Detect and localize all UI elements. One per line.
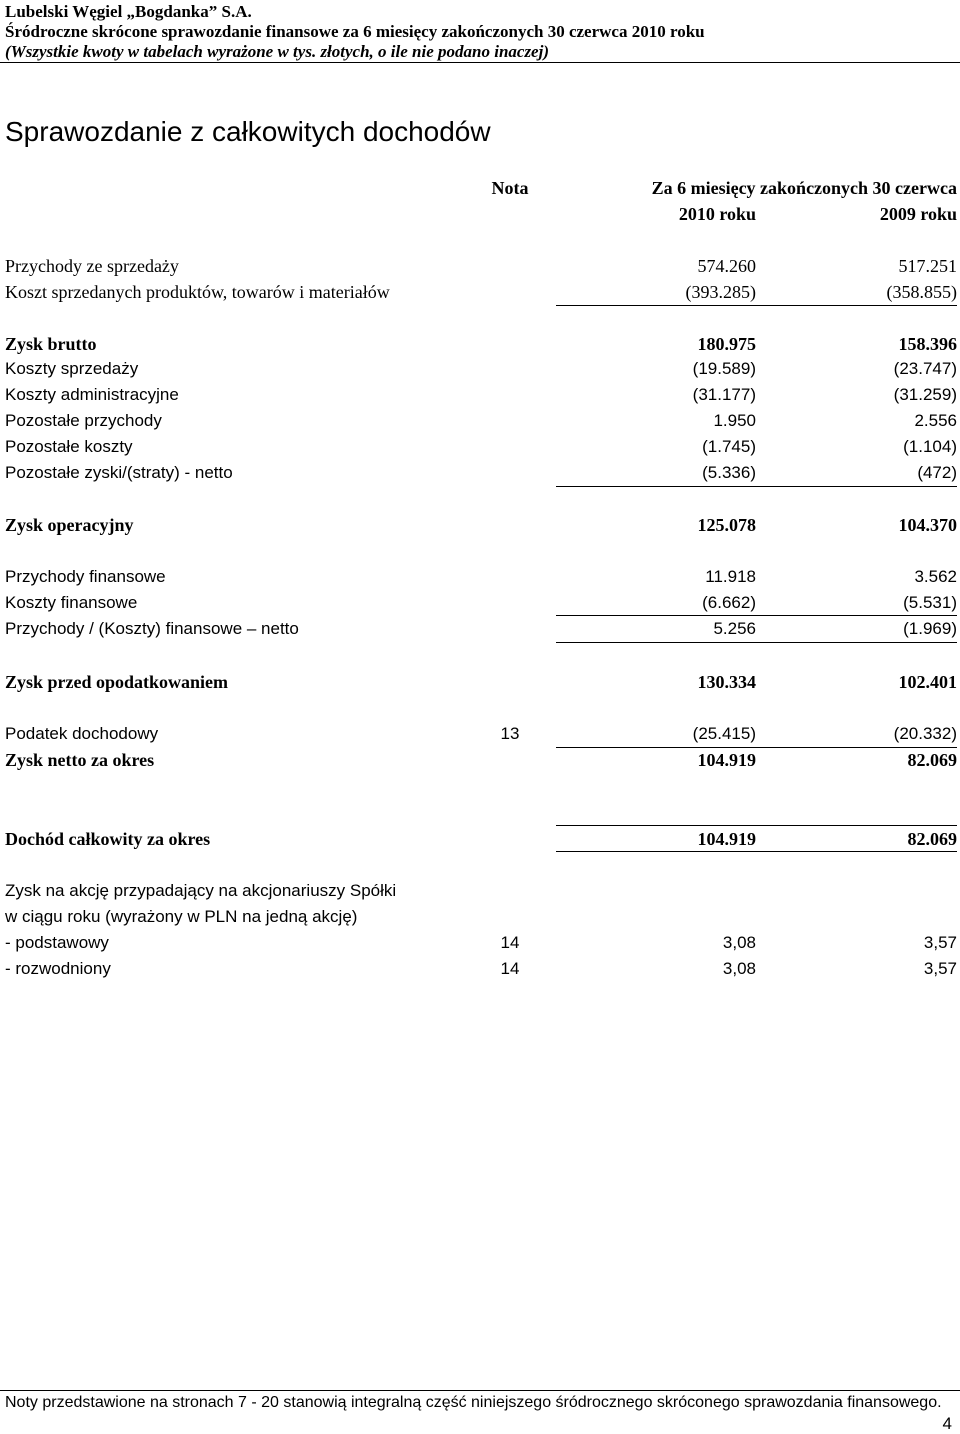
value-2009: 158.396: [898, 334, 957, 354]
footer-note: Noty przedstawione na stronach 7 - 20 stanowią integralną część niniejszego śródrocznego skróconego sprawozdania finansowego.: [5, 1394, 942, 1411]
row-label: Przychody ze sprzedaży: [5, 256, 179, 276]
row-label: Zysk netto za okres: [5, 750, 155, 770]
value-2010: (5.336): [702, 463, 756, 482]
value-2010: 125.078: [697, 515, 756, 535]
value-2009: (23.747): [893, 359, 957, 378]
total-rule: [556, 851, 957, 852]
value-2010: (31.177): [692, 385, 756, 404]
value-2010: (6.662): [702, 593, 756, 612]
table-row: [5, 617, 957, 641]
row-label: Zysk operacyjny: [5, 515, 134, 535]
row-label: Koszty sprzedaży: [5, 359, 139, 378]
table-row: [5, 357, 957, 381]
value-2010: 130.334: [697, 672, 756, 692]
value-2010: 5.256: [713, 619, 756, 638]
value-2010: 104.919: [697, 829, 756, 849]
value-2009: 3.562: [914, 567, 957, 586]
row-label: Podatek dochodowy: [5, 724, 159, 743]
value-2010: (1.745): [702, 437, 756, 456]
row-label: Zysk brutto: [5, 334, 97, 354]
value-2010: 180.975: [697, 334, 756, 354]
value-2009: (472): [917, 463, 957, 482]
row-nota: 14: [500, 933, 520, 952]
row-label: Pozostałe przychody: [5, 411, 162, 430]
table-row: [5, 280, 957, 304]
page-title: Sprawozdanie z całkowitych dochodów: [5, 116, 491, 147]
value-2010: 11.918: [705, 567, 756, 586]
table-row: [5, 905, 957, 929]
row-label: Zysk przed opodatkowaniem: [5, 672, 229, 692]
table-row: [5, 565, 957, 589]
row-label: w ciągu roku (wyrażony w PLN na jedną akcję): [5, 907, 358, 926]
subtotal-rule: [556, 642, 957, 643]
value-2009: (5.531): [903, 593, 957, 612]
row-label: Zysk na akcję przypadający na akcjonariuszy Spółki: [5, 881, 397, 900]
table-row: [5, 957, 957, 981]
column-header-period: Za 6 miesięcy zakończonych 30 czerwca: [651, 178, 957, 198]
row-label: Koszty finansowe: [5, 593, 138, 612]
table-row: [5, 722, 957, 746]
row-label: Przychody finansowe: [5, 567, 166, 586]
value-2009: 102.401: [898, 672, 957, 692]
value-2009: (20.332): [893, 724, 957, 743]
value-2010: 1.950: [713, 411, 756, 430]
table-row: [5, 461, 957, 485]
subtotal-rule: [556, 305, 957, 306]
page-number: 4: [942, 1414, 952, 1433]
value-2010: 104.919: [697, 750, 756, 770]
value-2009: 3,57: [923, 959, 957, 978]
value-2009: (1.969): [903, 619, 957, 638]
table-row: [5, 748, 957, 772]
table-row: [5, 931, 957, 955]
column-header-2009: 2009 roku: [879, 204, 957, 224]
table-row: [5, 254, 957, 278]
table-row: [5, 383, 957, 407]
subtotal-rule: [556, 825, 957, 826]
table-row: [5, 332, 957, 356]
row-label: Koszty administracyjne: [5, 385, 179, 404]
table-row: [5, 513, 957, 537]
row-label: Przychody / (Koszty) finansowe – netto: [5, 619, 299, 638]
table-row: [5, 670, 957, 694]
value-2009: 3,57: [923, 933, 957, 952]
value-2009: 82.069: [907, 829, 957, 849]
amounts-note: (Wszystkie kwoty w tabelach wyrażone w tys. złotych, o ile nie podano inaczej): [5, 42, 549, 61]
column-header-2010: 2010 roku: [678, 204, 756, 224]
value-2009: 104.370: [898, 515, 957, 535]
table-row: [5, 409, 957, 433]
subtotal-rule: [556, 486, 957, 487]
table-row: [5, 879, 957, 903]
value-2010: 574.260: [697, 256, 756, 276]
value-2009: (358.855): [886, 282, 957, 302]
table-row: [5, 827, 957, 851]
value-2010: 3,08: [722, 933, 756, 952]
value-2009: 2.556: [914, 411, 957, 430]
row-label: Pozostałe zyski/(straty) - netto: [5, 463, 233, 482]
value-2010: (25.415): [692, 724, 756, 743]
row-label: Dochód całkowity za okres: [5, 829, 211, 849]
document-header: [5, 2, 955, 62]
company-name: Lubelski Węgiel „Bogdanka” S.A.: [5, 2, 252, 21]
value-2009: 517.251: [898, 256, 957, 276]
value-2010: (393.285): [685, 282, 756, 302]
value-2010: (19.589): [692, 359, 756, 378]
value-2009: 82.069: [907, 750, 957, 770]
value-2009: (31.259): [893, 385, 957, 404]
report-title-line: Śródroczne skrócone sprawozdanie finansowe za 6 miesięcy zakończonych 30 czerwca 2010 roku: [5, 22, 705, 41]
row-label: Koszt sprzedanych produktów, towarów i materiałów: [5, 282, 390, 302]
value-2009: (1.104): [903, 437, 957, 456]
row-label: - rozwodniony: [5, 959, 111, 978]
row-label: Pozostałe koszty: [5, 437, 133, 456]
column-header-nota: Nota: [491, 178, 529, 198]
footer-divider: [0, 1390, 960, 1391]
row-label: - podstawowy: [5, 933, 109, 952]
header-divider: [0, 62, 960, 63]
value-2010: 3,08: [722, 959, 756, 978]
subtotal-rule: [556, 615, 957, 616]
row-nota: 13: [500, 724, 520, 743]
table-row: [5, 591, 957, 615]
table-row: [5, 435, 957, 459]
row-nota: 14: [500, 959, 520, 978]
